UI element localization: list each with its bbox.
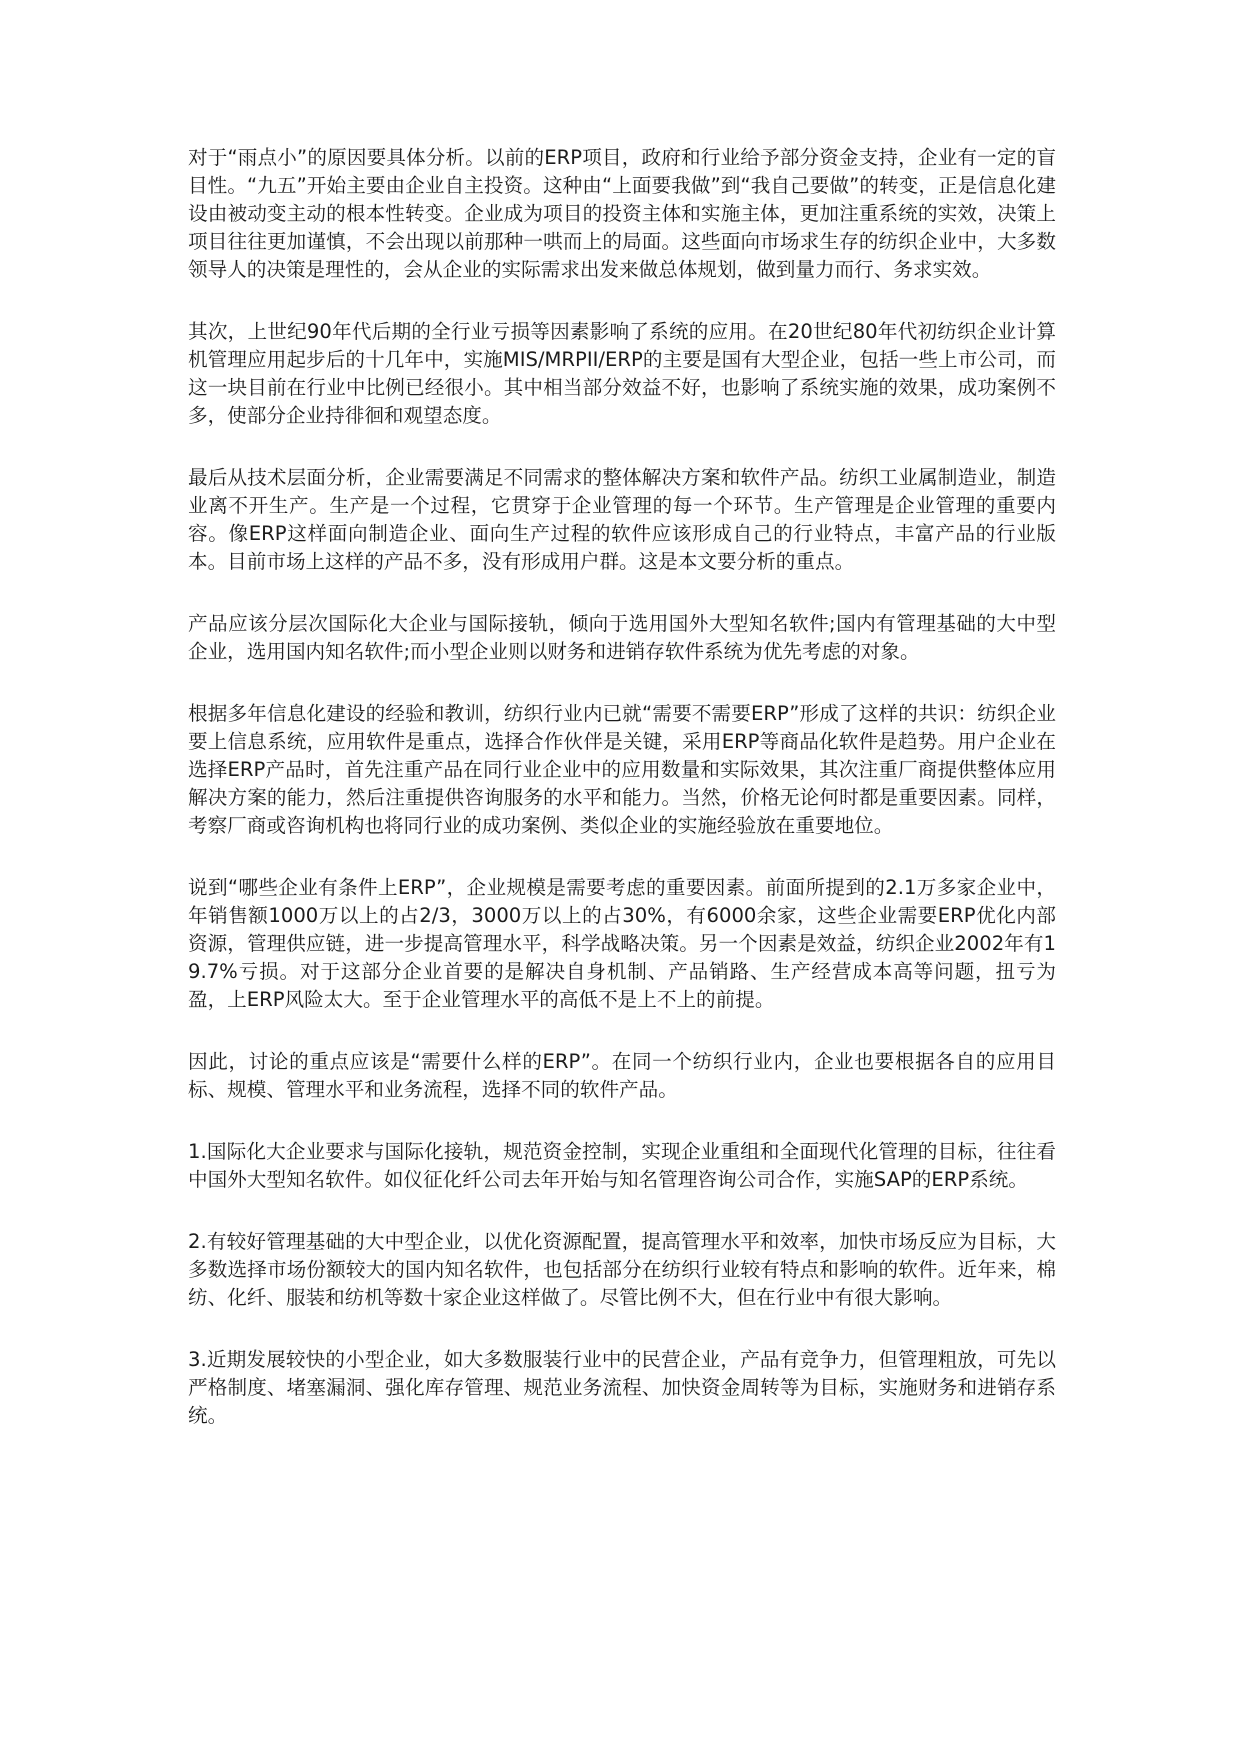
paragraph-4: 产品应该分层次国际化大企业与国际接轨，倾向于选用国外大型知名软件;国内有管理基础的大中型企业，选用国内知名软件;而小型企业则以财务和进销存软件系统为优先考虑的对象。 (188, 612, 1056, 663)
paragraph-3: 最后从技术层面分析，企业需要满足不同需求的整体解决方案和软件产品。纺织工业属制造业，制造业离不开生产。生产是一个过程，它贯穿于企业管理的每一个环节。生产管理是企业管理的重要内容。像ERP这样面向制造企业、面向生产过程的软件应该形成自己的行业特点，丰富产品的行业版本。目前市场上这样的产品不多，没有形成用户群。这是本文要分析的重点。 (188, 466, 1056, 573)
paragraph-8: 1.国际化大企业要求与国际化接轨，规范资金控制，实现企业重组和全面现代化管理的目标，往往看中国外大型知名软件。如仪征化纤公司去年开始与知名管理咨询公司合作，实施SAP的ERP系统。 (188, 1140, 1056, 1191)
paragraph-10: 3.近期发展较快的小型企业，如大多数服装行业中的民营企业，产品有竞争力，但管理粗放，可先以严格制度、堵塞漏洞、强化库存管理、规范业务流程、加快资金周转等为目标，实施财务和进销存系统。 (188, 1348, 1056, 1427)
paragraph-9: 2.有较好管理基础的大中型企业，以优化资源配置，提高管理水平和效率，加快市场反应为目标，大多数选择市场份额较大的国内知名软件，也包括部分在纺织行业较有特点和影响的软件。近年来，棉纺、化纤、服装和纺机等数十家企业这样做了。尽管比例不大，但在行业中有很大影响。 (188, 1230, 1056, 1309)
paragraph-6: 说到“哪些企业有条件上ERP”，企业规模是需要考虑的重要因素。前面所提到的2.1万多家企业中，年销售额1000万以上的占2/3，3000万以上的占30%，有6000余家，这些企业需要ERP优化内部资源，管理供应链，进一步提高管理水平，科学战略决策。另一个因素是效益，纺织企业2002年有19.7%亏损。对于这部分企业首要的是解决自身机制、产品销路、生产经营成本高等问题，扭亏为盈，上ERP风险太大。至于企业管理水平的高低不是上不上的前提。 (188, 876, 1056, 1011)
paragraph-1: 对于“雨点小”的原因要具体分析。以前的ERP项目，政府和行业给予部分资金支持，企业有一定的盲目性。“九五”开始主要由企业自主投资。这种由“上面要我做”到“我自己要做”的转变，正是信息化建设由被动变主动的根本性转变。企业成为项目的投资主体和实施主体，更加注重系统的实效，决策上项目往往更加谨慎，不会出现以前那种一哄而上的局面。这些面向市场求生存的纺织企业中，大多数领导人的决策是理性的，会从企业的实际需求出发来做总体规划，做到量力而行、务求实效。 (188, 146, 1056, 281)
paragraph-5: 根据多年信息化建设的经验和教训，纺织行业内已就“需要不需要ERP”形成了这样的共识：纺织企业要上信息系统，应用软件是重点，选择合作伙伴是关键，采用ERP等商品化软件是趋势。用户企业在选择ERP产品时，首先注重产品在同行业企业中的应用数量和实际效果，其次注重厂商提供整体应用解决方案的能力，然后注重提供咨询服务的水平和能力。当然，价格无论何时都是重要因素。同样，考察厂商或咨询机构也将同行业的成功案例、类似企业的实施经验放在重要地位。 (188, 702, 1056, 837)
paragraph-7: 因此，讨论的重点应该是“需要什么样的ERP”。在同一个纺织行业内，企业也要根据各自的应用目标、规模、管理水平和业务流程，选择不同的软件产品。 (188, 1050, 1056, 1101)
document-body (188, 144, 1056, 1464)
paragraph-2: 其次，上世纪90年代后期的全行业亏损等因素影响了系统的应用。在20世纪80年代初纺织企业计算机管理应用起步后的十几年中，实施MIS/MRPII/ERP的主要是国有大型企业，包括一些上市公司，而这一块目前在行业中比例已经很小。其中相当部分效益不好，也影响了系统实施的效果，成功案例不多，使部分企业持徘徊和观望态度。 (188, 320, 1056, 427)
